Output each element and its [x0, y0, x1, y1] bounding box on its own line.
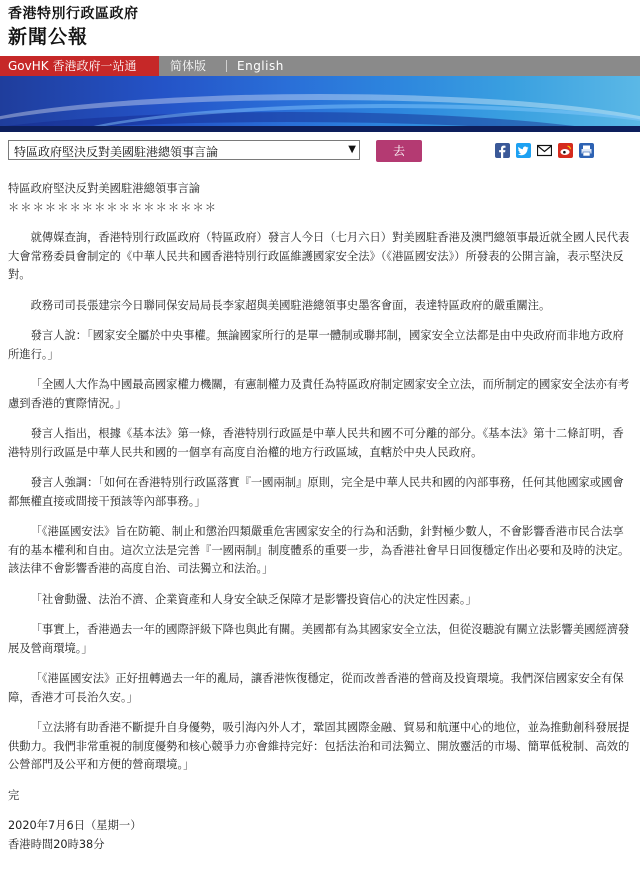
article-paragraph: 「全國人大作為中國最高國家權力機關，有憲制權力及責任為特區政府制定國家安全立法，而所制定的國家安全法亦有考慮到香港的實際情況。」 [8, 378, 630, 410]
press-release-select[interactable] [8, 140, 360, 160]
article-paragraph: 「社會動盪、法治不濟、企業資產和人身安全缺乏保障才是影響投資信心的決定性因素。」 [30, 592, 477, 606]
article-paragraph: 發言人指出，根據《基本法》第一條，香港特別行政區是中華人民共和國不可分離的部分。《基本法》第十二條訂明，香港特別行政區是中華人民共和國的一個享有高度自治權的地方行政區域，直轄於中央人民政府。 [8, 427, 624, 459]
press-release-body [8, 180, 632, 854]
nav-divider [226, 60, 227, 72]
article-paragraph: 發言人強調：「如何在香港特別行政區落實『一國兩制』原則，完全是中華人民共和國的內部事務，任何其他國家或國會都無權直接或間接干預該等內部事務。」 [8, 476, 624, 508]
weibo-icon[interactable] [558, 143, 573, 158]
header-banner [0, 76, 640, 126]
select-value: 特區政府堅決反對美國駐港總領事言論 [14, 145, 219, 159]
english-link[interactable]: English [237, 59, 284, 73]
article-end-mark: 完 [8, 788, 20, 802]
print-icon[interactable] [579, 143, 594, 158]
release-date: 2020年7月6日（星期一） [8, 819, 142, 832]
email-icon[interactable] [537, 143, 552, 158]
govhk-link[interactable]: GovHK 香港政府一站通 [0, 56, 159, 76]
dropdown-arrow-icon: ▼ [348, 144, 356, 155]
simplified-chinese-link[interactable]: 简体版 [170, 59, 207, 73]
banner-bottom-strip [0, 126, 640, 132]
government-name: 香港特別行政區政府 [8, 6, 139, 22]
article-paragraph: 政務司司長張建宗今日聯同保安局局長李家超與美國駐港總領事史墨客會面，表達特區政府的嚴重關注。 [30, 298, 551, 312]
facebook-icon[interactable] [495, 143, 510, 158]
twitter-icon[interactable] [516, 143, 531, 158]
article-paragraph: 發言人說：「國家安全屬於中央事權。無論國家所行的是單一體制或聯邦制，國家安全立法都是由中央政府而非地方政府所進行。」 [8, 329, 624, 361]
article-paragraph: 「立法將有助香港不斷提升自身優勢，吸引海內外人才，鞏固其國際金融、貿易和航運中心的地位，並為推動創科發展提供動力。我們非常重視的制度優勢和核心競爭力亦會維持完好：包括法治和司法獨立、開放靈活的市場、簡單低稅制、高效的公營部門及公平和方便的營商環境。」 [8, 721, 630, 771]
top-nav-bar [0, 56, 640, 76]
go-button[interactable]: 去 [376, 140, 422, 162]
article-toolbar [0, 140, 640, 164]
article-paragraph: 「《港區國安法》旨在防範、制止和懲治四類嚴重危害國家安全的行為和活動，針對極少數人，不會影響香港市民合法享有的基本權利和自由。這次立法是完善『一國兩制』制度體系的重要一步，為香港社會早日回復穩定作出必要和及時的決定。該法律不會影響香港的高度自治、司法獨立和法治。」 [8, 525, 630, 575]
page-header [0, 0, 640, 56]
article-paragraph: 就傳媒查詢，香港特別行政區政府（特區政府）發言人今日（七月六日）對美國駐香港及澳門總領事最近就全國人民代表大會常務委員會制定的《中華人民共和國香港特別行政區維護國家安全法》（《港區國安法》）所發表的公開言論，表示堅決反對。 [8, 231, 630, 281]
article-title: 特區政府堅決反對美國駐港總領事言論 [8, 182, 201, 195]
title-separator: ＊＊＊＊＊＊＊＊＊＊＊＊＊＊＊＊＊ [8, 200, 218, 214]
release-time: 香港時間20時38分 [8, 837, 105, 851]
site-title[interactable]: 新聞公報 [8, 26, 89, 48]
article-paragraph: 「事實上，香港過去一年的國際評級下降也與此有關。美國都有為其國家安全立法，但從沒聽說有關立法影響美國經濟發展及營商環境。」 [8, 623, 630, 655]
article-paragraph: 「《港區國安法》正好扭轉過去一年的亂局，讓香港恢復穩定，從而改善香港的營商及投資環境。我們深信國家安全有保障，香港才可長治久安。」 [8, 672, 624, 704]
